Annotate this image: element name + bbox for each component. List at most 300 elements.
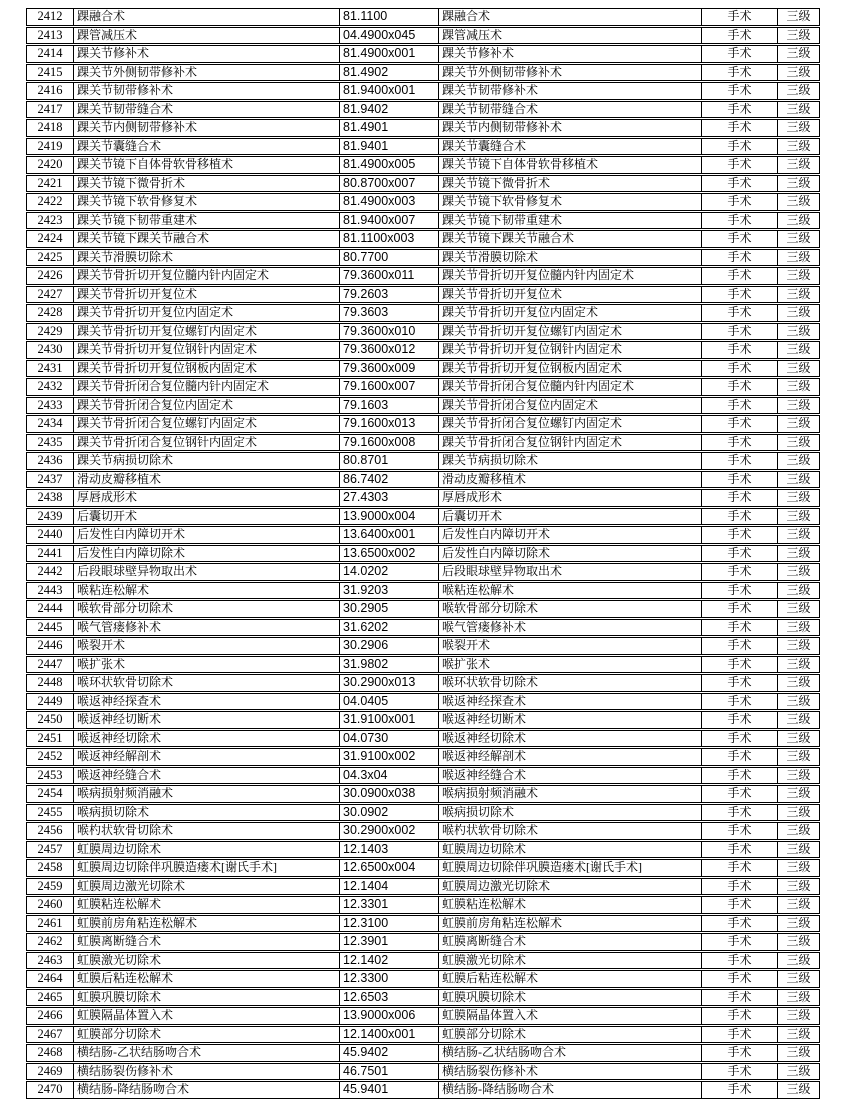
cell-category: 手术 <box>701 361 777 377</box>
cell-row-number: 2442 <box>37 564 63 579</box>
cell-row-number: 2430 <box>37 342 63 357</box>
cell-row-number: 2448 <box>37 675 63 690</box>
cell-procedure-code: 12.1402 <box>339 953 438 969</box>
cell-category: 手术 <box>701 842 777 858</box>
cell-procedure-code: 81.1100 <box>339 9 438 25</box>
cell-row-number: 2457 <box>37 841 63 856</box>
cell-level: 三级 <box>777 490 819 506</box>
cell-category: 手术 <box>701 601 777 617</box>
cell-row-number: 2412 <box>37 9 63 24</box>
table-row <box>26 1007 820 1025</box>
cell-procedure-name-confirm: 踝关节骨折切开复位钢针内固定术 <box>438 342 701 358</box>
cell-procedure-name-confirm: 滑动皮瓣移植术 <box>438 472 701 488</box>
cell-procedure-name-confirm: 后段眼球壁异物取出术 <box>438 564 701 580</box>
cell-procedure-code: 12.3301 <box>339 897 438 913</box>
cell-procedure-name: 喉病损射频消融术 <box>73 786 339 802</box>
cell-category: 手术 <box>701 9 777 25</box>
cell-procedure-name: 踝关节骨折切开复位髓内针内固定术 <box>73 268 339 284</box>
cell-level: 三级 <box>777 749 819 765</box>
cell-level: 三级 <box>777 823 819 839</box>
cell-procedure-code: 30.2906 <box>339 638 438 654</box>
cell-procedure-name-confirm: 后囊切开术 <box>438 509 701 525</box>
cell-procedure-name: 踝关节内侧韧带修补术 <box>73 120 339 136</box>
cell-level: 三级 <box>777 1045 819 1061</box>
cell-level: 三级 <box>777 9 819 25</box>
cell-procedure-name-confirm: 横结肠裂伤修补术 <box>438 1064 701 1080</box>
cell-category: 手术 <box>701 527 777 543</box>
cell-procedure-name-confirm: 厚唇成形术 <box>438 490 701 506</box>
cell-row-number: 2451 <box>37 730 63 745</box>
cell-procedure-name-confirm: 踝融合术 <box>438 9 701 25</box>
table-row <box>26 545 820 563</box>
table-row <box>26 785 820 803</box>
cell-procedure-name-confirm: 喉返神经解剖术 <box>438 749 701 765</box>
table-row <box>26 841 820 859</box>
cell-procedure-code: 12.1404 <box>339 879 438 895</box>
cell-level: 三级 <box>777 879 819 895</box>
cell-row-number: 2419 <box>37 138 63 153</box>
cell-procedure-name-confirm: 虹膜周边切除伴巩膜造瘘术[谢氏手术] <box>438 860 701 876</box>
cell-procedure-name: 虹膜周边激光切除术 <box>73 879 339 895</box>
table-row <box>26 1081 820 1099</box>
cell-procedure-code: 12.1400x001 <box>339 1027 438 1043</box>
table-row <box>26 212 820 230</box>
table-row <box>26 674 820 692</box>
cell-procedure-name: 后发性白内障切开术 <box>73 527 339 543</box>
cell-procedure-name-confirm: 喉返神经切除术 <box>438 731 701 747</box>
cell-row-number: 2423 <box>37 212 63 227</box>
cell-procedure-name: 喉粘连松解术 <box>73 583 339 599</box>
cell-level: 三级 <box>777 842 819 858</box>
cell-procedure-name: 虹膜部分切除术 <box>73 1027 339 1043</box>
table-row <box>26 415 820 433</box>
cell-procedure-name: 后囊切开术 <box>73 509 339 525</box>
cell-row-number: 2438 <box>37 490 63 505</box>
cell-procedure-code: 81.9401 <box>339 139 438 155</box>
cell-procedure-name-confirm: 横结肠-降结肠吻合术 <box>438 1082 701 1098</box>
cell-category: 手术 <box>701 379 777 395</box>
cell-row-number: 2422 <box>37 194 63 209</box>
cell-level: 三级 <box>777 1082 819 1098</box>
table-row <box>26 619 820 637</box>
cell-category: 手术 <box>701 65 777 81</box>
cell-category: 手术 <box>701 509 777 525</box>
cell-procedure-name-confirm: 后发性白内障切开术 <box>438 527 701 543</box>
cell-procedure-name-confirm: 踝关节病损切除术 <box>438 453 701 469</box>
table-row <box>26 878 820 896</box>
cell-category: 手术 <box>701 934 777 950</box>
cell-row-number: 2433 <box>37 397 63 412</box>
cell-row-number: 2431 <box>37 360 63 375</box>
cell-category: 手术 <box>701 712 777 728</box>
cell-procedure-name: 虹膜隔晶体置入术 <box>73 1008 339 1024</box>
cell-row-number: 2426 <box>37 268 63 283</box>
cell-procedure-name: 虹膜巩膜切除术 <box>73 990 339 1006</box>
table-row <box>26 711 820 729</box>
cell-procedure-name: 虹膜粘连松解术 <box>73 897 339 913</box>
table-row <box>26 101 820 119</box>
cell-procedure-name: 虹膜离断缝合术 <box>73 934 339 950</box>
cell-procedure-name-confirm: 虹膜离断缝合术 <box>438 934 701 950</box>
cell-row-number: 2441 <box>37 545 63 560</box>
cell-level: 三级 <box>777 139 819 155</box>
cell-procedure-name: 喉裂开术 <box>73 638 339 654</box>
cell-procedure-name-confirm: 喉返神经缝合术 <box>438 768 701 784</box>
cell-procedure-code: 80.7700 <box>339 250 438 266</box>
table-row <box>26 896 820 914</box>
cell-procedure-code: 12.1403 <box>339 842 438 858</box>
cell-row-number: 2429 <box>37 323 63 338</box>
table-row <box>26 8 820 26</box>
cell-category: 手术 <box>701 453 777 469</box>
cell-procedure-name: 踝关节骨折闭合复位髓内针内固定术 <box>73 379 339 395</box>
cell-procedure-name: 喉返神经切除术 <box>73 731 339 747</box>
cell-category: 手术 <box>701 786 777 802</box>
cell-category: 手术 <box>701 324 777 340</box>
cell-level: 三级 <box>777 231 819 247</box>
cell-procedure-name: 虹膜激光切除术 <box>73 953 339 969</box>
table-row <box>26 933 820 951</box>
cell-level: 三级 <box>777 546 819 562</box>
cell-row-number: 2420 <box>37 157 63 172</box>
cell-level: 三级 <box>777 509 819 525</box>
table-row <box>26 156 820 174</box>
cell-procedure-name: 滑动皮瓣移植术 <box>73 472 339 488</box>
cell-category: 手术 <box>701 675 777 691</box>
cell-procedure-name-confirm: 虹膜粘连松解术 <box>438 897 701 913</box>
table-row <box>26 822 820 840</box>
cell-category: 手术 <box>701 213 777 229</box>
cell-procedure-name: 踝关节骨折切开复位钢板内固定术 <box>73 361 339 377</box>
cell-level: 三级 <box>777 361 819 377</box>
cell-level: 三级 <box>777 213 819 229</box>
cell-procedure-name-confirm: 虹膜周边切除术 <box>438 842 701 858</box>
cell-procedure-name: 踝关节囊缝合术 <box>73 139 339 155</box>
cell-procedure-name-confirm: 喉气管瘘修补术 <box>438 620 701 636</box>
cell-procedure-name-confirm: 虹膜隔晶体置入术 <box>438 1008 701 1024</box>
cell-procedure-code: 27.4303 <box>339 490 438 506</box>
cell-procedure-name: 踝关节镜下踝关节融合术 <box>73 231 339 247</box>
cell-row-number: 2452 <box>37 749 63 764</box>
cell-procedure-name: 踝关节骨折闭合复位内固定术 <box>73 398 339 414</box>
cell-procedure-name-confirm: 喉病损射频消融术 <box>438 786 701 802</box>
cell-procedure-name: 踝关节镜下韧带重建术 <box>73 213 339 229</box>
cell-procedure-name-confirm: 踝关节骨折切开复位螺钉内固定术 <box>438 324 701 340</box>
cell-row-number: 2459 <box>37 878 63 893</box>
cell-row-number: 2445 <box>37 619 63 634</box>
cell-procedure-code: 79.3600x012 <box>339 342 438 358</box>
cell-level: 三级 <box>777 675 819 691</box>
cell-procedure-name: 喉扩张术 <box>73 657 339 673</box>
cell-procedure-name: 踝关节镜下微骨折术 <box>73 176 339 192</box>
cell-procedure-name: 喉软骨部分切除术 <box>73 601 339 617</box>
cell-category: 手术 <box>701 916 777 932</box>
cell-category: 手术 <box>701 620 777 636</box>
cell-procedure-name-confirm: 踝关节镜下韧带重建术 <box>438 213 701 229</box>
cell-level: 三级 <box>777 176 819 192</box>
cell-procedure-code: 31.9100x002 <box>339 749 438 765</box>
cell-procedure-name-confirm: 踝关节囊缝合术 <box>438 139 701 155</box>
procedure-table <box>26 8 820 1100</box>
cell-procedure-code: 81.9400x007 <box>339 213 438 229</box>
cell-procedure-code: 79.1603 <box>339 398 438 414</box>
cell-procedure-code: 13.9000x006 <box>339 1008 438 1024</box>
cell-procedure-name: 喉返神经缝合术 <box>73 768 339 784</box>
cell-procedure-code: 31.9100x001 <box>339 712 438 728</box>
table-row <box>26 341 820 359</box>
cell-row-number: 2432 <box>37 379 63 394</box>
cell-level: 三级 <box>777 638 819 654</box>
cell-category: 手术 <box>701 1008 777 1024</box>
table-row <box>26 970 820 988</box>
table-row <box>26 1063 820 1081</box>
cell-row-number: 2447 <box>37 656 63 671</box>
table-row <box>26 767 820 785</box>
cell-procedure-name: 喉返神经解剖术 <box>73 749 339 765</box>
cell-procedure-name: 踝关节外侧韧带修补术 <box>73 65 339 81</box>
cell-category: 手术 <box>701 805 777 821</box>
cell-row-number: 2446 <box>37 638 63 653</box>
cell-procedure-name-confirm: 踝关节镜下踝关节融合术 <box>438 231 701 247</box>
cell-category: 手术 <box>701 731 777 747</box>
cell-procedure-code: 80.8700x007 <box>339 176 438 192</box>
cell-row-number: 2415 <box>37 64 63 79</box>
cell-procedure-code: 30.0900x038 <box>339 786 438 802</box>
cell-procedure-name: 后发性白内障切除术 <box>73 546 339 562</box>
table-row <box>26 748 820 766</box>
cell-category: 手术 <box>701 823 777 839</box>
table-row <box>26 1044 820 1062</box>
cell-level: 三级 <box>777 786 819 802</box>
cell-procedure-name-confirm: 踝关节骨折闭合复位螺钉内固定术 <box>438 416 701 432</box>
cell-row-number: 2440 <box>37 527 63 542</box>
cell-procedure-name-confirm: 后发性白内障切除术 <box>438 546 701 562</box>
cell-procedure-name: 喉气管瘘修补术 <box>73 620 339 636</box>
cell-procedure-name-confirm: 喉病损切除术 <box>438 805 701 821</box>
cell-row-number: 2468 <box>37 1045 63 1060</box>
cell-procedure-name: 喉病损切除术 <box>73 805 339 821</box>
cell-row-number: 2427 <box>37 286 63 301</box>
cell-procedure-name: 踝关节韧带修补术 <box>73 83 339 99</box>
cell-row-number: 2463 <box>37 952 63 967</box>
cell-level: 三级 <box>777 472 819 488</box>
cell-level: 三级 <box>777 28 819 44</box>
table-row <box>26 637 820 655</box>
cell-level: 三级 <box>777 934 819 950</box>
cell-category: 手术 <box>701 250 777 266</box>
cell-category: 手术 <box>701 694 777 710</box>
cell-level: 三级 <box>777 435 819 451</box>
cell-procedure-name: 踝关节滑膜切除术 <box>73 250 339 266</box>
cell-procedure-name: 踝关节骨折闭合复位螺钉内固定术 <box>73 416 339 432</box>
cell-procedure-name-confirm: 踝关节修补术 <box>438 46 701 62</box>
cell-level: 三级 <box>777 453 819 469</box>
cell-level: 三级 <box>777 398 819 414</box>
cell-row-number: 2414 <box>37 46 63 61</box>
cell-procedure-name-confirm: 踝关节外侧韧带修补术 <box>438 65 701 81</box>
cell-category: 手术 <box>701 953 777 969</box>
cell-procedure-code: 79.3600x011 <box>339 268 438 284</box>
table-row <box>26 119 820 137</box>
cell-procedure-code: 79.2603 <box>339 287 438 303</box>
cell-level: 三级 <box>777 657 819 673</box>
table-row <box>26 45 820 63</box>
cell-procedure-name: 踝关节镜下软骨修复术 <box>73 194 339 210</box>
cell-level: 三级 <box>777 157 819 173</box>
cell-row-number: 2418 <box>37 120 63 135</box>
cell-category: 手术 <box>701 176 777 192</box>
cell-category: 手术 <box>701 287 777 303</box>
cell-category: 手术 <box>701 157 777 173</box>
cell-procedure-name: 踝关节韧带缝合术 <box>73 102 339 118</box>
cell-level: 三级 <box>777 83 819 99</box>
table-row <box>26 656 820 674</box>
cell-row-number: 2465 <box>37 989 63 1004</box>
cell-procedure-name-confirm: 踝关节骨折闭合复位内固定术 <box>438 398 701 414</box>
table-row <box>26 915 820 933</box>
cell-procedure-name-confirm: 踝关节镜下微骨折术 <box>438 176 701 192</box>
cell-category: 手术 <box>701 1082 777 1098</box>
cell-procedure-name: 虹膜周边切除伴巩膜造瘘术[谢氏手术] <box>73 860 339 876</box>
cell-level: 三级 <box>777 305 819 321</box>
cell-procedure-name-confirm: 踝关节镜下自体骨软骨移植术 <box>438 157 701 173</box>
table-row <box>26 193 820 211</box>
cell-procedure-code: 81.4901 <box>339 120 438 136</box>
cell-category: 手术 <box>701 749 777 765</box>
cell-procedure-name: 踝关节病损切除术 <box>73 453 339 469</box>
cell-row-number: 2449 <box>37 693 63 708</box>
cell-procedure-code: 30.2900x002 <box>339 823 438 839</box>
cell-procedure-code: 04.0405 <box>339 694 438 710</box>
cell-level: 三级 <box>777 1008 819 1024</box>
table-row <box>26 397 820 415</box>
cell-procedure-code: 04.4900x045 <box>339 28 438 44</box>
cell-procedure-code: 81.4900x001 <box>339 46 438 62</box>
cell-procedure-code: 81.4900x003 <box>339 194 438 210</box>
cell-row-number: 2453 <box>37 767 63 782</box>
cell-level: 三级 <box>777 250 819 266</box>
table-row <box>26 64 820 82</box>
cell-category: 手术 <box>701 231 777 247</box>
table-row <box>26 304 820 322</box>
table-row <box>26 286 820 304</box>
cell-procedure-name: 横结肠-乙状结肠吻合术 <box>73 1045 339 1061</box>
cell-procedure-name: 踝关节骨折切开复位术 <box>73 287 339 303</box>
cell-level: 三级 <box>777 731 819 747</box>
cell-level: 三级 <box>777 1027 819 1043</box>
cell-procedure-code: 79.1600x013 <box>339 416 438 432</box>
cell-row-number: 2435 <box>37 434 63 449</box>
table-row <box>26 434 820 452</box>
table-row <box>26 489 820 507</box>
cell-row-number: 2443 <box>37 582 63 597</box>
cell-procedure-name: 踝关节修补术 <box>73 46 339 62</box>
cell-procedure-name-confirm: 踝关节韧带缝合术 <box>438 102 701 118</box>
table-row <box>26 989 820 1007</box>
cell-category: 手术 <box>701 897 777 913</box>
cell-procedure-name: 踝关节骨折切开复位内固定术 <box>73 305 339 321</box>
cell-category: 手术 <box>701 1027 777 1043</box>
cell-procedure-name: 踝关节骨折切开复位螺钉内固定术 <box>73 324 339 340</box>
cell-procedure-name: 虹膜周边切除术 <box>73 842 339 858</box>
cell-category: 手术 <box>701 1045 777 1061</box>
cell-procedure-code: 13.6500x002 <box>339 546 438 562</box>
cell-category: 手术 <box>701 564 777 580</box>
cell-level: 三级 <box>777 287 819 303</box>
table-row <box>26 82 820 100</box>
cell-procedure-name: 踝融合术 <box>73 9 339 25</box>
cell-row-number: 2413 <box>37 27 63 42</box>
cell-procedure-name-confirm: 虹膜激光切除术 <box>438 953 701 969</box>
cell-procedure-name-confirm: 虹膜后粘连松解术 <box>438 971 701 987</box>
cell-procedure-code: 12.3100 <box>339 916 438 932</box>
cell-level: 三级 <box>777 46 819 62</box>
cell-level: 三级 <box>777 564 819 580</box>
cell-procedure-name-confirm: 踝管减压术 <box>438 28 701 44</box>
cell-row-number: 2456 <box>37 823 63 838</box>
cell-level: 三级 <box>777 416 819 432</box>
cell-procedure-code: 04.3x04 <box>339 768 438 784</box>
table-row <box>26 175 820 193</box>
cell-level: 三级 <box>777 601 819 617</box>
cell-procedure-code: 45.9402 <box>339 1045 438 1061</box>
cell-level: 三级 <box>777 268 819 284</box>
cell-procedure-code: 13.9000x004 <box>339 509 438 525</box>
cell-procedure-name-confirm: 喉粘连松解术 <box>438 583 701 599</box>
cell-procedure-name-confirm: 踝关节韧带修补术 <box>438 83 701 99</box>
table-row <box>26 230 820 248</box>
cell-category: 手术 <box>701 305 777 321</box>
cell-category: 手术 <box>701 472 777 488</box>
cell-procedure-code: 81.4900x005 <box>339 157 438 173</box>
cell-procedure-name-confirm: 喉扩张术 <box>438 657 701 673</box>
cell-procedure-name-confirm: 虹膜部分切除术 <box>438 1027 701 1043</box>
cell-level: 三级 <box>777 527 819 543</box>
cell-row-number: 2466 <box>37 1008 63 1023</box>
cell-procedure-name-confirm: 虹膜前房角粘连松解术 <box>438 916 701 932</box>
table-row <box>26 508 820 526</box>
cell-row-number: 2416 <box>37 83 63 98</box>
cell-procedure-name-confirm: 踝关节镜下软骨修复术 <box>438 194 701 210</box>
cell-procedure-name-confirm: 横结肠-乙状结肠吻合术 <box>438 1045 701 1061</box>
cell-level: 三级 <box>777 102 819 118</box>
cell-category: 手术 <box>701 139 777 155</box>
table-row <box>26 267 820 285</box>
table-row <box>26 360 820 378</box>
cell-level: 三级 <box>777 65 819 81</box>
cell-level: 三级 <box>777 990 819 1006</box>
cell-level: 三级 <box>777 971 819 987</box>
cell-category: 手术 <box>701 990 777 1006</box>
cell-category: 手术 <box>701 28 777 44</box>
cell-row-number: 2462 <box>37 934 63 949</box>
cell-category: 手术 <box>701 583 777 599</box>
cell-procedure-code: 81.1100x003 <box>339 231 438 247</box>
cell-level: 三级 <box>777 768 819 784</box>
cell-procedure-code: 13.6400x001 <box>339 527 438 543</box>
table-row <box>26 563 820 581</box>
cell-procedure-name-confirm: 踝关节骨折切开复位内固定术 <box>438 305 701 321</box>
cell-category: 手术 <box>701 194 777 210</box>
cell-row-number: 2450 <box>37 712 63 727</box>
cell-category: 手术 <box>701 879 777 895</box>
cell-level: 三级 <box>777 342 819 358</box>
cell-procedure-code: 46.7501 <box>339 1064 438 1080</box>
cell-category: 手术 <box>701 971 777 987</box>
cell-procedure-code: 04.0730 <box>339 731 438 747</box>
cell-category: 手术 <box>701 120 777 136</box>
cell-row-number: 2436 <box>37 453 63 468</box>
